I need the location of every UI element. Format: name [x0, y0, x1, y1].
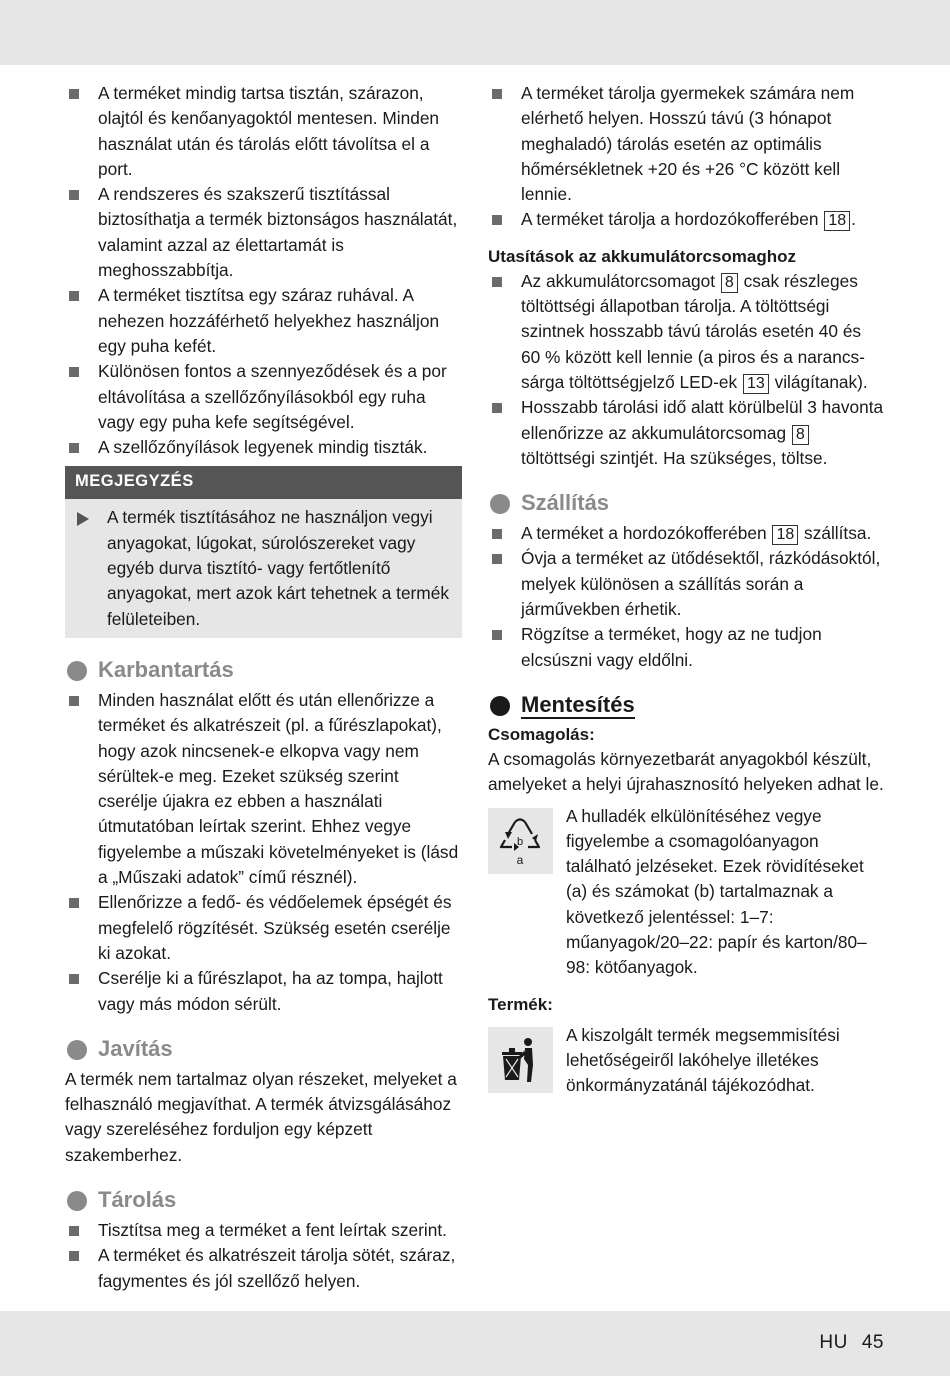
list-item: Rögzítse a terméket, hogy az ne tudjon elcsúszni vagy eldőlni.	[488, 622, 885, 673]
bullet-square-icon	[492, 554, 502, 564]
list-item: Tisztítsa meg a terméket a fent leírtak szerint.	[65, 1218, 462, 1243]
section-heading-transport: Szállítás	[488, 489, 885, 517]
part-number: 18	[824, 211, 850, 231]
recycle-label-b: b	[516, 835, 524, 848]
trash-person-icon	[488, 1027, 553, 1093]
section-dot-icon	[67, 1191, 87, 1211]
storage-list	[65, 1218, 462, 1294]
battery-heading: Utasítások az akkumulátorcsomaghoz	[488, 246, 796, 266]
bullet-square-icon	[69, 443, 79, 453]
list-item: A terméket mindig tartsa tisztán, szárazon, olajtól és kenőanyagoktól mentesen. Minden használat után és tárolás előtt távolítsa el a port.	[65, 81, 462, 182]
language-code: HU	[819, 1332, 848, 1353]
list-item: Az akkumulátorcsomagot 8 csak részleges töltöttségi állapotban tárolja. A töltöttségi szintnek hosszabb távú tárolás esetén 40 és 60 % között kell lennie (a piros és a narancs-sárga töltöttségjelző LED-ek 13 világítanak).	[488, 269, 885, 395]
packaging-heading: Csomagolás:	[488, 724, 595, 744]
bullet-square-icon	[69, 696, 79, 706]
bullet-square-icon	[492, 215, 502, 225]
bullet-square-icon	[69, 367, 79, 377]
list-item: Különösen fontos a szennyeződések és a por eltávolítása a szellőzőnyílásokból egy ruha vagy egy puha kefe segítségével.	[65, 359, 462, 435]
list-item: Hosszabb tárolási idő alatt körülbelül 3 havonta ellenőrizze az akkumulátorcsomag 8 töltöttségi szintjét. Ha szükséges, töltse.	[488, 395, 885, 471]
list-item: A rendszeres és szakszerű tisztítással biztosíthatja a termék biztonságos használatát, valamint azzal az élettartamát is meghosszabbítja.	[65, 182, 462, 283]
battery-list	[488, 269, 885, 471]
cleaning-list	[65, 81, 462, 460]
list-item: A terméket és alkatrészeit tárolja sötét, száraz, fagymentes és jól szellőző helyen.	[65, 1243, 462, 1294]
recycle-icon	[488, 808, 553, 874]
part-number: 8	[792, 425, 809, 445]
section-dot-icon	[490, 494, 510, 514]
list-item: Ellenőrizze a fedő- és védőelemek épségét és megfelelő rögzítését. Szükség esetén cserélje ki azokat.	[65, 890, 462, 966]
section-dot-icon	[67, 661, 87, 681]
product-disposal-row	[488, 1023, 885, 1099]
section-heading-repair: Javítás	[65, 1035, 462, 1063]
right-column	[488, 81, 885, 1099]
page-footer	[819, 1332, 884, 1354]
bullet-square-icon	[69, 898, 79, 908]
section-heading-maintenance: Karbantartás	[65, 656, 462, 684]
section-dot-icon	[490, 696, 510, 716]
bullet-square-icon	[492, 89, 502, 99]
note-title: MEGJEGYZÉS	[65, 466, 462, 499]
note-box	[65, 466, 462, 637]
bullet-square-icon	[492, 403, 502, 413]
recycle-label-a: a	[516, 852, 524, 867]
bullet-square-icon	[69, 1251, 79, 1261]
list-item: A terméket a hordozókofferében 18 szállítsa.	[488, 521, 885, 546]
packaging-text: A csomagolás környezetbarát anyagokból készült, amelyeket a helyi újrahasznosító helyeken adhat le.	[488, 748, 884, 795]
recycle-text: A hulladék elkülönítéséhez vegye figyelembe a csomagolóanyagon található jelzéseket. Ezek rövidítéseket (a) és számokat (b) tartalmaznak a következő jelentéssel: 1–7: műanyagok/20–22: papír és karton/80–98: kötőanyagok.	[566, 805, 867, 978]
list-item: A terméket tárolja a hordozókofferében 18 .	[488, 207, 885, 232]
part-number: 18	[772, 525, 798, 545]
list-item: Cserélje ki a fűrészlapot, ha az tompa, hajlott vagy más módon sérült.	[65, 966, 462, 1017]
section-dot-icon	[67, 1040, 87, 1060]
recycle-row	[488, 804, 885, 981]
header-band	[0, 0, 950, 65]
page-number: 45	[861, 1332, 884, 1353]
list-item: A terméket tisztítsa egy száraz ruhával. A nehezen hozzáférhető helyekhez használjon egy puha kefét.	[65, 283, 462, 359]
transport-list	[488, 521, 885, 673]
list-item: A szellőzőnyílások legyenek mindig tiszták.	[65, 435, 462, 460]
maintenance-list	[65, 688, 462, 1017]
part-number: 13	[743, 374, 769, 394]
bullet-square-icon	[69, 291, 79, 301]
list-item: A terméket tárolja gyermekek számára nem elérhető helyen. Hosszú távú (3 hónapot meghaladó) tárolás esetén az optimális hőmérsékletnek +20 és +26 °C között kell lennie.	[488, 81, 885, 207]
bullet-square-icon	[69, 1226, 79, 1236]
footer-band	[0, 1311, 950, 1376]
left-column	[65, 81, 462, 1294]
arrow-right-icon	[77, 512, 89, 526]
product-disposal-text: A kiszolgált termék megsemmisítési lehetőségeiről lakóhelye illetékes önkormányzatánál tájékozódhat.	[566, 1024, 840, 1096]
list-item: Óvja a terméket az ütődésektől, rázkódásoktól, melyek különösen a szállítás során a járművekben érhetik.	[488, 546, 885, 622]
product-heading: Termék:	[488, 994, 553, 1014]
section-heading-disposal: Mentesítés	[488, 691, 885, 719]
bullet-square-icon	[69, 190, 79, 200]
bullet-square-icon	[492, 277, 502, 287]
part-number: 8	[721, 273, 738, 293]
note-text: A termék tisztításához ne használjon vegyi anyagokat, lúgokat, súrolószereket vagy egyéb durva tisztító- vagy fertőtlenítő anyagokat, mert azok kárt tehetnek a termék felületeiben.	[65, 499, 462, 631]
bullet-square-icon	[492, 630, 502, 640]
storage-list-continued	[488, 81, 885, 233]
section-heading-storage: Tárolás	[65, 1186, 462, 1214]
bullet-square-icon	[492, 529, 502, 539]
list-item: Minden használat előtt és után ellenőrizze a terméket és alkatrészeit (pl. a fűrészlapokat), hogy azok nincsenek-e elkopva vagy nem sérültek-e meg. Ezeket szükség szerint cserélje újakra ez ebben a használati útmutatóban leírtak szerint. Ehhez vegye figyelembe a műszaki követelményeket is (lásd a „Műszaki adatok” című résznél).	[65, 688, 462, 890]
bullet-square-icon	[69, 89, 79, 99]
bullet-square-icon	[69, 974, 79, 984]
repair-text: A termék nem tartalmaz olyan részeket, melyeket a felhasználó megjavíthat. A termék átvizsgálásához vagy szereléséhez forduljon egy képzett szakemberhez.	[65, 1068, 457, 1165]
